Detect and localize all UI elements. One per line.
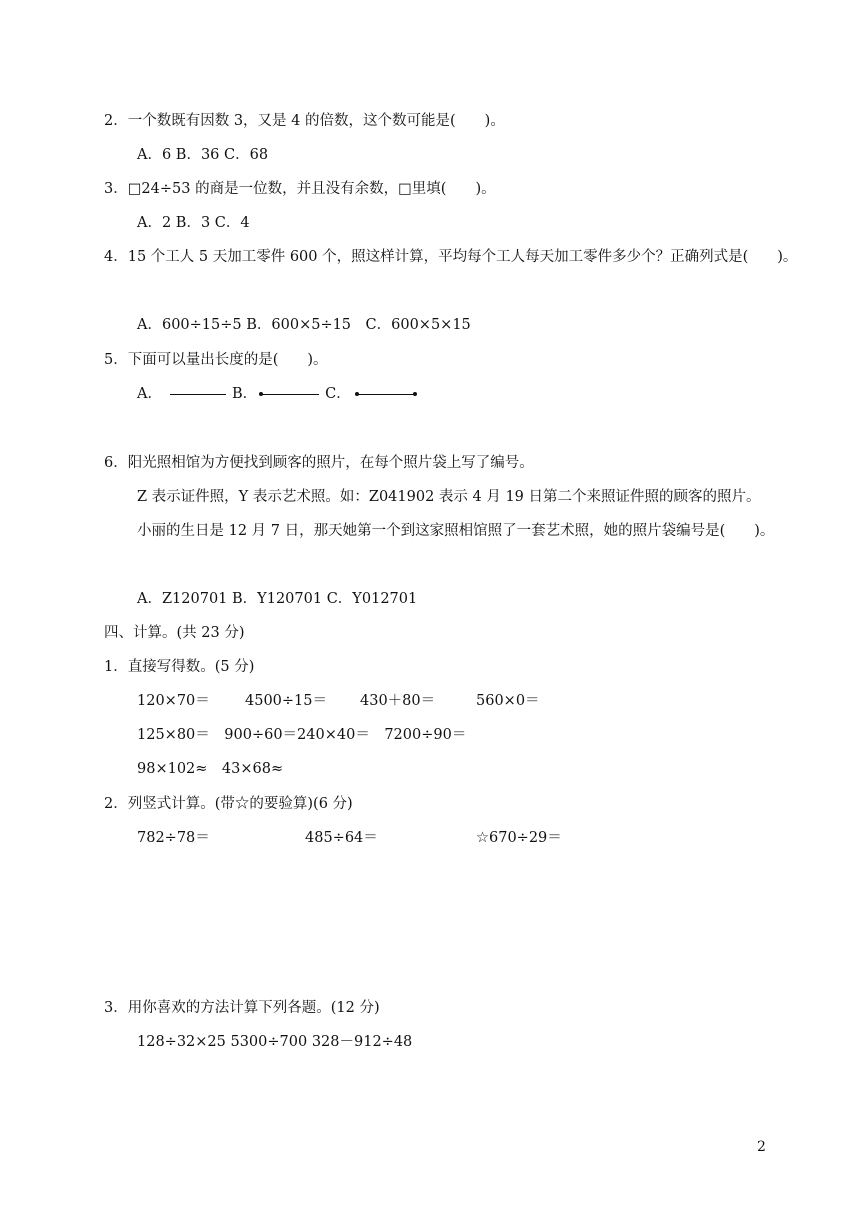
option-b-label: B． xyxy=(231,386,258,402)
question-5-options xyxy=(137,385,415,403)
option-c-label: C． xyxy=(325,386,351,402)
free-calc-row: 128÷32×25 5300÷700 328－912÷48 xyxy=(137,1034,413,1050)
line-a-figure xyxy=(170,389,226,399)
line-b-figure xyxy=(261,389,319,399)
question-6-line-3: 小丽的生日是 12 月 7 日，那天她第一个到这家照相馆照了一套艺术照，她的照片袋编号是( )。 xyxy=(137,523,775,539)
part-2-title: 2．列竖式计算。(带☆的要验算)(6 分) xyxy=(104,796,353,812)
question-2-options: A．6 B．36 C．68 xyxy=(137,147,269,163)
question-4-options: A．600÷15÷5 B．600×5÷15 C．600×5×15 xyxy=(137,317,471,333)
question-2-stem: 2．一个数既有因数 3，又是 4 的倍数，这个数可能是( )。 xyxy=(104,113,505,129)
line-c-figure xyxy=(357,389,415,399)
page-number: 2 xyxy=(757,1139,766,1155)
option-a-label: A． xyxy=(137,386,162,402)
question-3-options: A．2 B．3 C．4 xyxy=(137,215,250,231)
vertical-calc-item: 485÷64＝ xyxy=(305,830,378,846)
oral-calc-row-3: 98×102≈ 43×68≈ xyxy=(137,761,284,777)
question-4-stem: 4．15 个工人 5 天加工零件 600 个，照这样计算，平均每个工人每天加工零件多少个？正确列式是( )。 xyxy=(104,249,798,265)
section-4-heading: 四、计算。(共 23 分) xyxy=(104,625,245,641)
question-6-line-2: Z 表示证件照，Y 表示艺术照。如：Z041902 表示 4 月 19 日第二个来照证件照的顾客的照片。 xyxy=(137,489,761,505)
question-6-options: A．Z120701 B．Y120701 C．Y012701 xyxy=(137,591,418,607)
calc-item: 4500÷15＝ xyxy=(245,693,328,709)
question-5-stem: 5．下面可以量出长度的是( )。 xyxy=(104,352,328,368)
vertical-calc-item: 782÷78＝ xyxy=(137,830,210,846)
question-3-stem: 3．□24÷53 的商是一位数，并且没有余数，□里填( )。 xyxy=(104,181,496,197)
calc-item: 430＋80＝ xyxy=(360,693,436,709)
vertical-calc-item: ☆670÷29＝ xyxy=(476,830,562,846)
part-3-title: 3．用你喜欢的方法计算下列各题。(12 分) xyxy=(104,1000,380,1016)
calc-item: 120×70＝ xyxy=(137,693,210,709)
part-1-title: 1．直接写得数。(5 分) xyxy=(104,659,255,675)
question-6-stem: 6．阳光照相馆为方便找到顾客的照片，在每个照片袋上写了编号。 xyxy=(104,455,534,471)
oral-calc-row-2: 125×80＝ 900÷60＝240×40＝ 7200÷90＝ xyxy=(137,727,467,743)
calc-item: 560×0＝ xyxy=(476,693,540,709)
